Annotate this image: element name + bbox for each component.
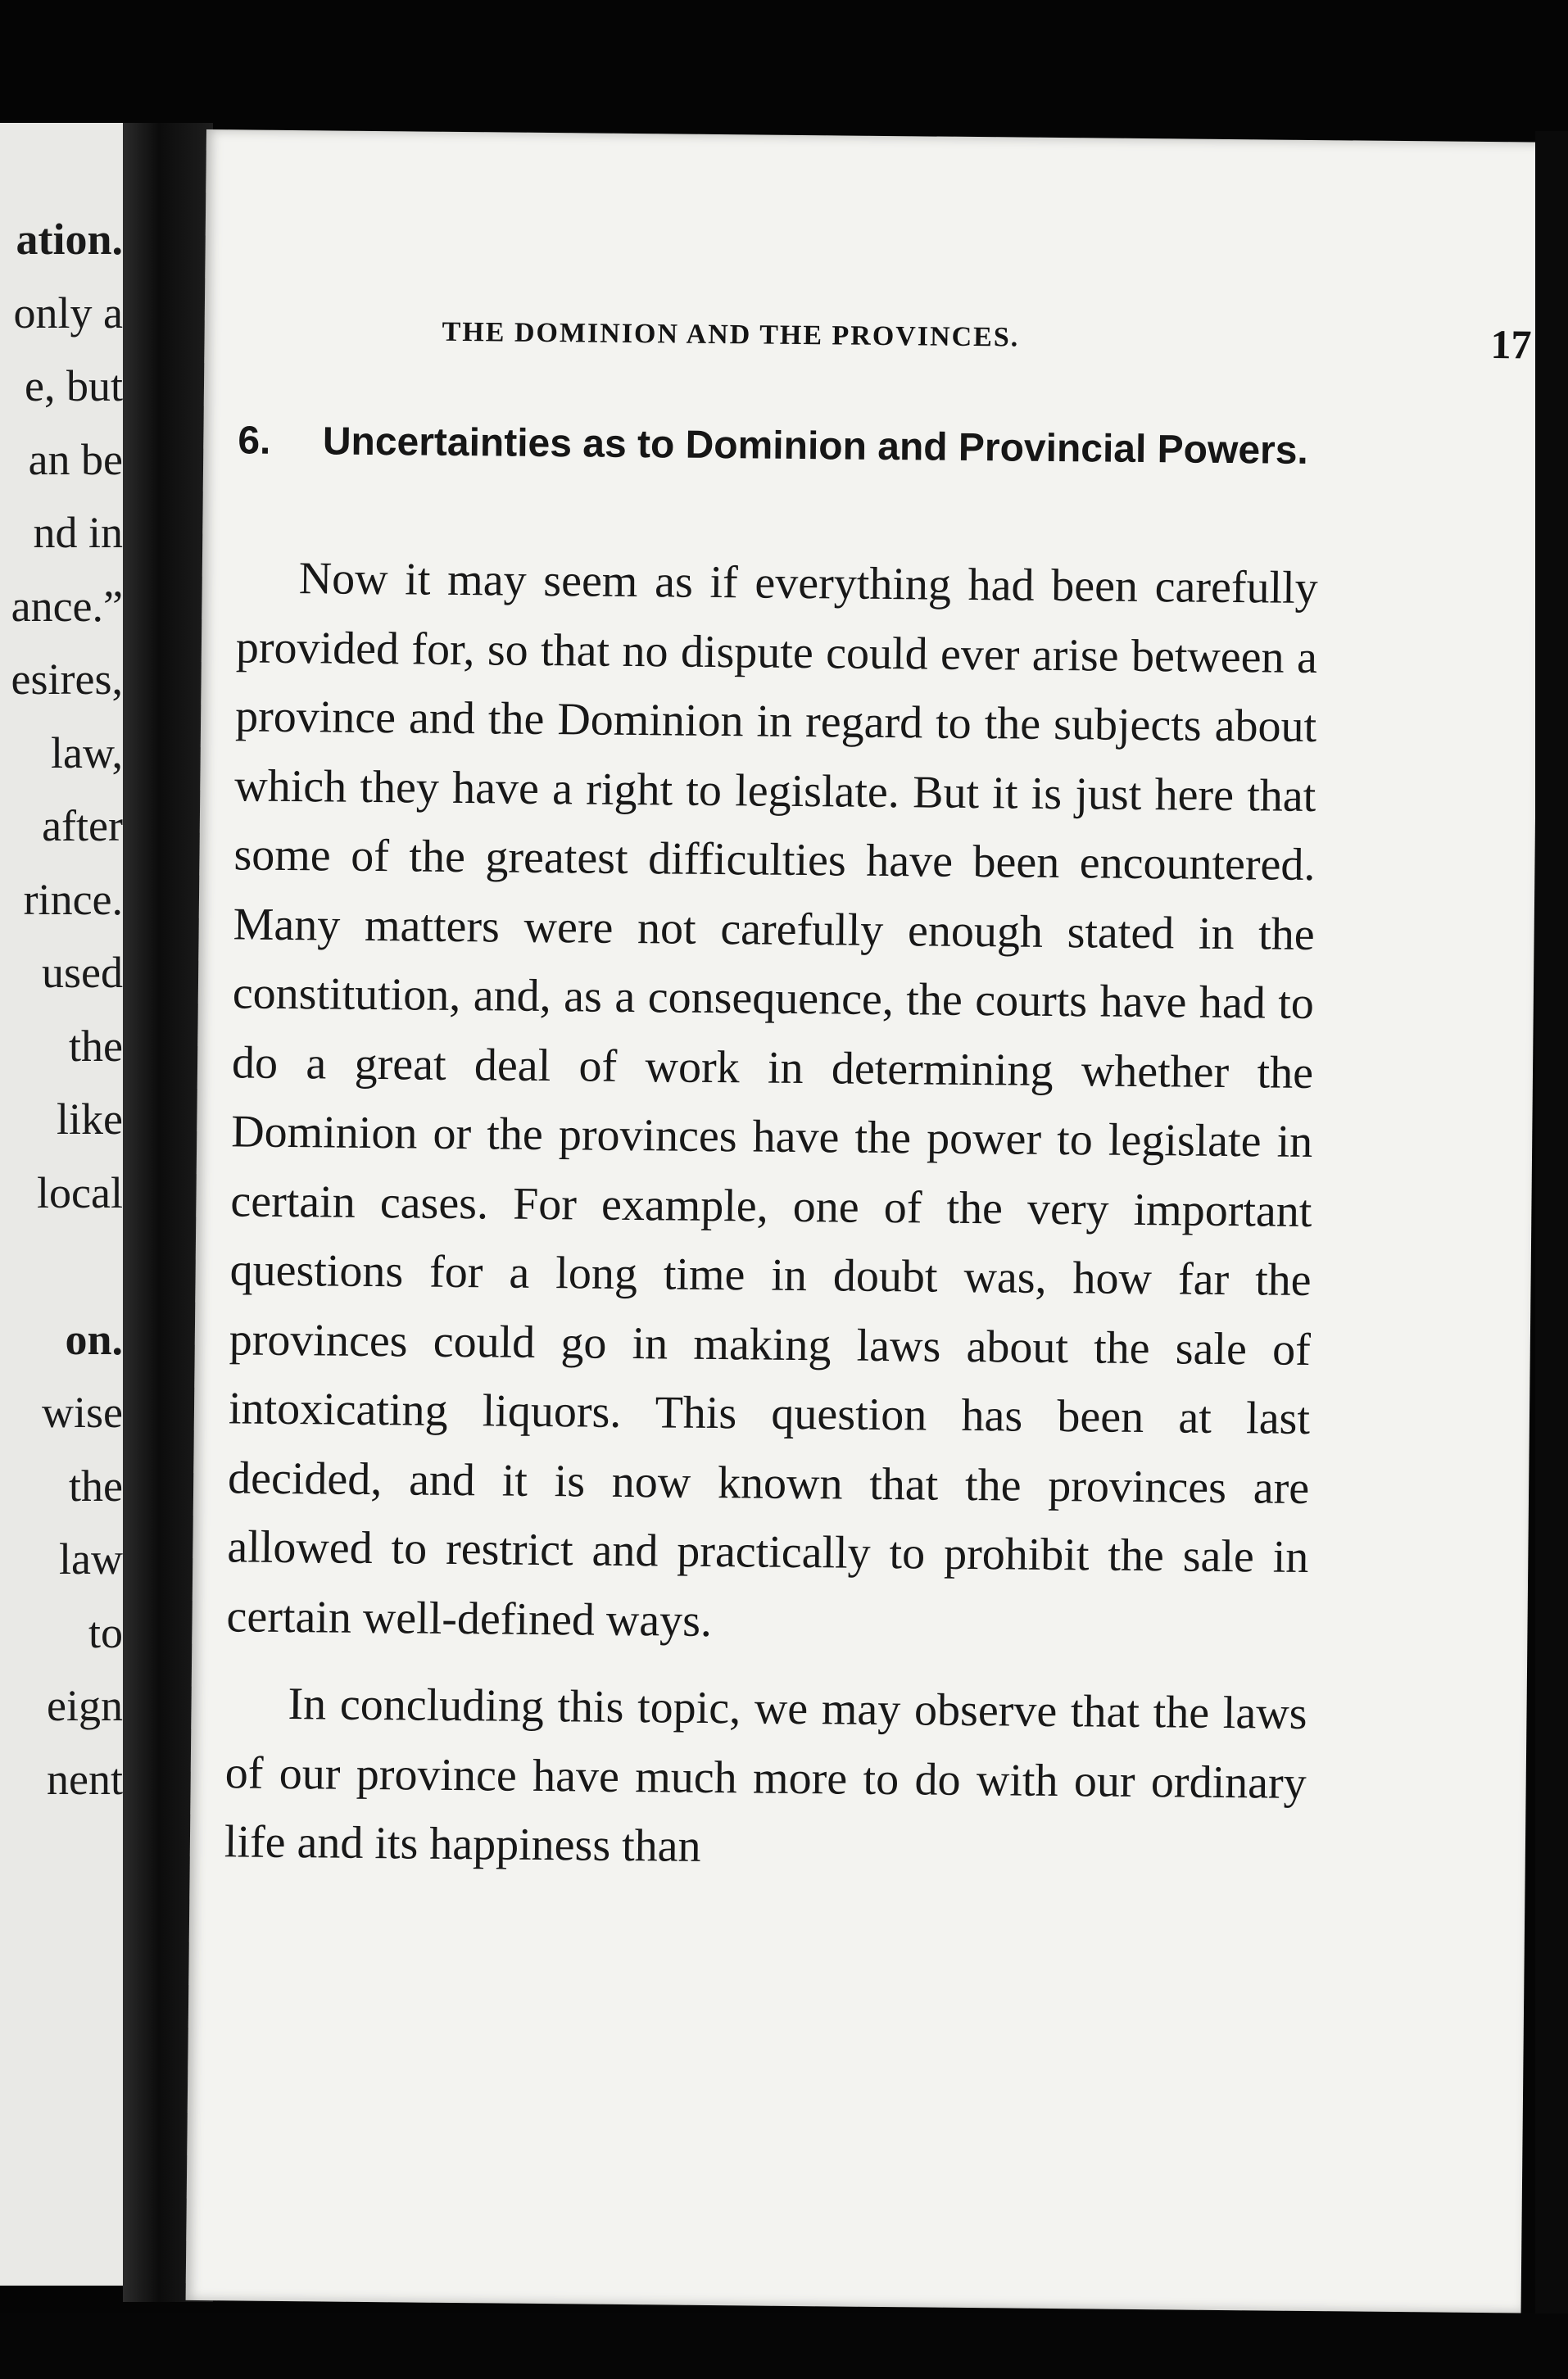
left-page-line: law, [51, 727, 123, 777]
section-number: 6. [238, 419, 271, 463]
left-page-line: rince. [23, 874, 123, 924]
left-page-line: e, but [25, 361, 123, 410]
left-page-line: esires, [11, 655, 123, 704]
section-heading [238, 412, 1336, 480]
book-page [186, 129, 1542, 2313]
left-page-line: nent [47, 1754, 123, 1804]
left-page-line: ation. [16, 215, 123, 264]
page-header [442, 310, 1532, 370]
left-page-line: ance.” [11, 581, 123, 631]
left-page-line: the [69, 1461, 123, 1511]
left-page-line: after [42, 801, 123, 850]
left-page-line: nd in [33, 508, 123, 557]
left-page-line: the [69, 1021, 123, 1071]
paragraph: In concluding this topic, we may observe that the laws of our province have much more to do with our ordinary life and its happiness than [224, 1679, 1307, 1872]
left-page-line: only a [13, 288, 123, 338]
running-head: THE DOMINION AND THE PROVINCES. [442, 316, 1020, 353]
left-page-line: local [37, 1167, 123, 1217]
left-page-line: to [88, 1607, 123, 1657]
section-title: Uncertainties as to Dominion and Provincial Powers. [322, 419, 1309, 473]
scan-edge-right [1535, 131, 1568, 2379]
left-page-line: on. [65, 1314, 123, 1364]
left-page-line: wise [42, 1388, 123, 1437]
page-number: 17 [1490, 321, 1532, 368]
left-page-line: law [59, 1534, 123, 1584]
left-page-line: an be [28, 434, 123, 484]
body-text [224, 543, 1319, 1887]
left-page-line: used [42, 948, 123, 997]
paragraph: Now it may seem as if everything had been carefully provided for, so that no dispute could ever arise between a province and the Dominion in regard to the subjects about which they have a right to legislate. But it is just here that some of the greatest difficulties have been encountered. Many matters were not carefully enough stated in the constitution, and, as a consequence, the courts have had to do a great deal of work in determining whether the Dominion or the provinces have the power to legislate in certain cases. For example, one of the very important questions for a long time in doubt was, how far the provinces could go in making laws about the sale of intoxicating liquors. This question has been at last decided, and it is now known that the provinces are allowed to restrict and practically to prohibit the sale in certain well-defined ways. [226, 553, 1318, 1647]
left-page-line: eign [47, 1681, 123, 1730]
left-page-line: like [57, 1094, 123, 1144]
scan-edge-bottom [0, 2313, 1568, 2379]
